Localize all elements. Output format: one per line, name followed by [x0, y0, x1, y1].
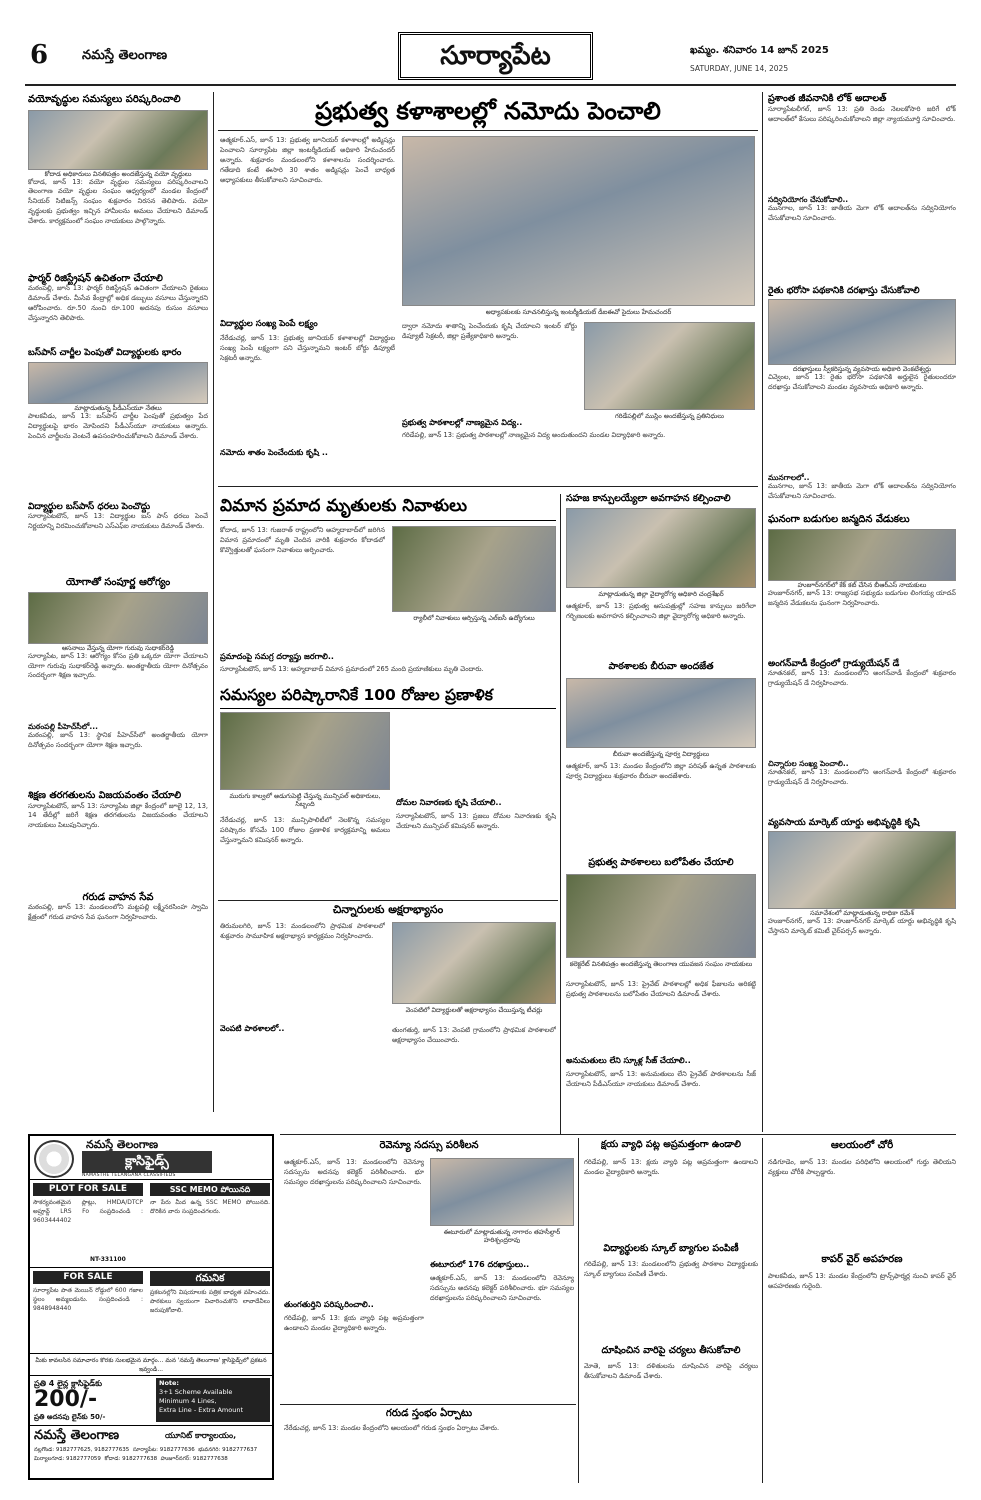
news-photo — [768, 831, 956, 909]
classifieds-block — [28, 1134, 274, 1480]
lead-photo — [402, 136, 755, 306]
plot-ad-code: NT-331100 — [90, 1256, 126, 1263]
contact-numbers — [34, 1446, 272, 1464]
photo-caption: మాట్లాడుతున్న పీడీఎస్‌యూ నేతలు — [74, 403, 162, 412]
headline: విద్యార్థులకు స్కూల్ బ్యాగుల పంపిణీ — [603, 1243, 739, 1254]
headline: క్షయ వ్యాధి పట్ల అప్రమత్తంగా ఉండాలి — [601, 1139, 741, 1150]
contact: కోదాడ: 9182777638 — [104, 1456, 158, 1462]
date-telugu: ఖమ్మం. శనివారం 14 జూన్ 2025 — [690, 45, 829, 56]
article-text: హుజూర్‌నగర్, జూన్ 13: హుజూర్‌నగర్ మార్కెట్ యార్డు అభివృద్ధికి కృషి చేస్తానని మార్కెట్ కమిటీ చైర్‌పర్సన్ అన్నారు. — [768, 917, 956, 936]
ssc-ad-text: నా పేరు మీద ఉన్న SSC MEMO పోయినది. దొరికిన వారు సంప్రదించగలరు. — [150, 1199, 270, 1215]
article-text: హుజూర్‌నగర్, జూన్ 13: రాజ్యసభ సభ్యుడు బడుగుల లింగయ్య యాదవ్ జన్మదిన వేడుకలను ఘనంగా నిర్వహించారు. — [768, 588, 956, 607]
contact: హుజూర్‌నగర్: 9182777638 — [160, 1456, 228, 1462]
classifieds-strip: మీకు కావలసిన సమాచారం కొరకు సులభమైన మార్గం... మన 'నమస్తే తెలంగాణ' క్లాసిఫైడ్స్‌లో ప్రకటన ఇవ్వండి... — [30, 1354, 272, 1376]
footer-paper-name: నమస్తే తెలంగాణ — [34, 1428, 120, 1443]
headline: ప్రభుత్వ పాఠశాలలు బలోపేతం చేయాలి — [588, 857, 734, 868]
article-text: పాలకవీడు, జూన్ 13: బస్‌పాస్ చార్జీల పెంపుతో ప్రభుత్వం పేద విద్యార్థులపై భారం మోపిందని పీడీఎస్‌యూ నాయకులు అన్నారు. పెంచిన చార్జీలను వెంటనే ఉపసంహరించుకోవాలని డిమాండ్ చేశారు. — [28, 411, 208, 440]
photo-caption: వెంపటిలో విద్యార్థులతో అక్షరాభ్యాసం చేయిస్తున్న టీచర్లు — [405, 1006, 543, 1014]
headline: గరుడ వాహన సేవ — [82, 891, 154, 903]
classifieds-logo — [34, 1140, 74, 1178]
sale-ad-text: సూర్యాపేట పాత మెయిన్ రోడ్డులో 600 గజాల స్థలం అమ్మబడును. సంప్రదించండి : 9848948440 — [33, 1287, 143, 1312]
headline: గరుడ స్తంభం ఏర్పాటు — [385, 1408, 473, 1419]
date-english: SATURDAY, JUNE 14, 2025 — [690, 64, 789, 73]
news-photo — [392, 526, 556, 612]
article-text: గరిడేపల్లి, జూన్ 13: ప్రభుత్వ పాఠశాలల్లో నాణ్యమైన విద్య అందుతుందని మండల విద్యాధికారి అన్నారు. — [402, 431, 666, 439]
news-photo — [430, 1158, 574, 1226]
headline: సహజ కాన్పులయ్యేలా అవగాహన కల్పించాలి — [566, 493, 731, 504]
article-text: సూర్యాపేటటౌన్, జూన్ 13: అహ్మదాబాద్ విమాన ప్రమాదంలో 265 మంది ప్రయాణికులు మృతి చెందారు. — [220, 665, 484, 673]
notice-text: ప్రకటనల్లోని విషయాలకు పత్రిక బాధ్యత వహించదు. పాఠకులు స్వయంగా విచారించుకొని లావాదేవీలు జరుపుకోవాలి. — [150, 1289, 270, 1314]
subheading: దోమల నివారణకు కృషి చేయాలి.. — [396, 798, 502, 807]
headline: ప్రశాంత జీవనానికి లోక్ అదాలత్ — [768, 93, 887, 104]
article-text: మునగాల, జూన్ 13: జాతీయ మెగా లోక్ అదాలత్‌ను సద్వినియోగం చేసుకోవాలని సూచించారు. — [768, 482, 956, 501]
article-text: ఆత్మకూర్, జూన్ 13: మండల కేంద్రంలోని జిల్లా పరిషత్ ఉన్నత పాఠశాలకు పూర్వ విద్యార్థులు శుక్రవారం బీరువా అందజేశారు. — [566, 762, 756, 780]
article-text: సూర్యాపేట, జూన్ 13: ఆరోగ్యం కోసం ప్రతి ఒక్కరూ యోగా చేయాలని యోగా గురువు సుధాకర్‌రెడ్డి అన్నారు. అంతర్జాతీయ యోగా దినోత్సవం సందర్భంగా శిక్షణ ఇచ్చారు. — [28, 651, 208, 680]
subheading: ఈటూరులో 176 దరఖాస్తులు.. — [430, 1260, 530, 1269]
photo-caption: గరిడేపల్లిలో ముస్లిం అందజేస్తున్న ప్రతినిధులు — [615, 412, 724, 420]
headline: రైతు భరోసా పథకానికి దరఖాస్తు చేసుకోవాలి — [768, 285, 920, 296]
article-text: నడిగూడెం, జూన్ 13: మండల పరిధిలోని ఆలయంలో గుర్తు తెలియని వ్యక్తులు చోరీకి పాల్పడ్డారు. — [768, 1158, 956, 1176]
headline: వయోవృద్ధుల సమస్యలు పరిష్కరించాలి — [28, 94, 181, 105]
photo-caption: ఆసనాలు వేస్తున్న యోగా గురువు సుధాకర్‌రెడ్డి — [61, 643, 175, 652]
news-photo — [768, 299, 956, 365]
article-text: సూర్యాపేటటౌన్, జూన్ 13: విద్యార్థుల బస్ పాస్ ధరలు పెంచే నిర్ణయాన్ని విరమించుకోవాలని ఎస్ఎఫ్ఐ నాయకులు డిమాండ్ చేశారు. — [28, 512, 208, 531]
headline: ఫార్మర్ రిజిస్ట్రేషన్ ఉచితంగా చేయాలి — [28, 272, 163, 284]
article-text: సూర్యాపేటటౌన్, జూన్ 13: అనుమతులు లేని ప్రైవేట్ పాఠశాలలను సీజ్ చేయాలని పీడీఎస్‌యూ నాయకులు డిమాండ్ చేశారు. — [566, 1070, 756, 1088]
subheading: అనుమతులు లేని స్కూళ్ల సీజ్ చేయాలి.. — [566, 1056, 691, 1065]
price-extra: ప్రతి అదనపు లైన్‌కు 50/- — [34, 1413, 106, 1421]
news-photo — [28, 592, 208, 644]
contact: భువనగిరి: 9182777637 — [198, 1447, 258, 1453]
article-text: ఆత్మకూర్.ఎస్, జూన్ 13: మండలంలోని రెవెన్యూ సదస్సును అదనపు కలెక్టర్ పరిశీలించారు. భూ సమస్యల దరఖాస్తులను పరిష్కరించాలని సూచించారు. — [430, 1274, 574, 1302]
headline: విద్యార్థుల బస్‌పాస్ ధరలు పెంచొద్దు — [28, 501, 151, 512]
article-text: తిరుమలగిరి, జూన్ 13: మండలంలోని ప్రాథమిక పాఠశాలలో శుక్రవారం సామూహిక అక్షరాభ్యాస కార్యక్రమం నిర్వహించారు. — [220, 922, 385, 940]
photo-caption: కలెక్టరేట్ వినతిపత్రం అందజేస్తున్న తెలంగాణ యువజన సంఘం నాయకులు — [569, 960, 753, 968]
article-text: నేరేడుచర్ల, జూన్ 13: ప్రభుత్వ జూనియర్ కళాశాలల్లో విద్యార్థుల సంఖ్య పెంపే లక్ష్యంగా పని చేస్తున్నామని ఇంటర్ బోర్డు డిప్యూటీ సెక్రటరీ అన్నారు. — [220, 334, 395, 362]
article-text: సూర్యాపేటటౌన్, జూన్ 13: ప్రజలు దోమల నివారణకు కృషి చేయాలని మున్సిపల్ కమిషనర్ అన్నారు. — [396, 812, 556, 830]
article-text: ఆత్మకూర్.ఎస్, జూన్ 13: మండలంలోని రెవెన్యూ సదస్సును అదనపు కలెక్టర్ పరిశీలించారు. భూ సమస్యల దరఖాస్తులను పరిష్కరించాలని సూచించారు. — [284, 1158, 424, 1186]
headline: పాఠశాలకు బీరువా అందజేత — [608, 661, 714, 672]
news-photo — [392, 922, 556, 1004]
photo-caption: మాట్లాడుతున్న జిల్లా వైద్యారోగ్య అధికారి చంద్రశేఖర్ — [598, 590, 724, 598]
right-column — [768, 94, 956, 1005]
article-text: ఆత్మకూర్.ఎస్, జూన్ 13: ప్రభుత్వ జూనియర్ కళాశాలల్లో అడ్మిషన్లు పెంచాలని సూర్యాపేట జిల్లా ఇంటర్మీడియట్ అధికారి హేమచందర్ అన్నారు. శుక్రవారం మండలంలోని కళాశాలను సందర్శించారు. గతేడాది కంటే ఈసారి 30 శాతం అడ్మిషన్లు పెంచే బాధ్యత అధ్యాపకులు తీసుకోవాలని సూచించారు. — [220, 136, 395, 184]
note-title: Note: — [159, 1379, 180, 1387]
note-line: Extra Line - Extra Amount — [159, 1406, 244, 1414]
headline: యోగాతో సంపూర్ణ ఆరోగ్యం — [65, 577, 171, 589]
headline: ఘనంగా బడుగుల జన్మదిన వేడుకలు — [768, 514, 910, 526]
paper-name: నమస్తే తెలంగాణ — [82, 48, 168, 63]
plot-ad-text: సౌకర్యవంతమైన ప్లాట్లు, HMDA/DTCP అప్రూవ్డ్ LRS Fo సంప్రదించండి : 9603444402 — [33, 1199, 143, 1224]
article-text: నూతనకల్, జూన్ 13: మండలంలోని అంగన్‌వాడీ కేంద్రంలో శుక్రవారం గ్రాడ్యుయేషన్ డే నిర్వహించారు. — [768, 768, 956, 787]
article-text: తుంగతుర్తి, జూన్ 13: వెంపటి గ్రామంలోని ప్రాథమిక పాఠశాలలో అక్షరాభ్యాసం చేయించారు. — [392, 1026, 556, 1044]
article-text: కోదాడ, జూన్ 13: గుజరాత్ రాష్ట్రంలోని అహ్మదాబాద్‌లో జరిగిన విమాన ప్రమాదంలో మృతి చెందిన వారికి శుక్రవారం కోదాడలో కొవ్వొత్తులతో ఘనంగా నివాళులు అర్పించారు. — [220, 526, 385, 554]
photo-caption: మురుగు కాల్వలో అడుగుపెట్టి చేస్తున్న మున్సిపల్ అధికారులు, సిబ్బంది — [229, 792, 381, 808]
plot-ad-title: PLOT FOR SALE — [33, 1183, 143, 1196]
classifieds-paper: నమస్తే తెలంగాణ — [86, 1138, 159, 1151]
headline: అంగన్‌వాడీ కేంద్రంలో గ్రాడ్యుయేషన్ డే — [768, 658, 900, 669]
article-text: మఠంపల్లి, జూన్ 13: స్థానిక పీహెచ్‌సీలో అంతర్జాతీయ యోగా దినోత్సవం సందర్భంగా యోగా శిక్షణ ఇచ్చారు. — [28, 730, 208, 749]
subheading: తుంగతుర్తిని పరిష్కరించాలి.. — [284, 1300, 374, 1309]
notice-title: గమనిక — [150, 1271, 270, 1286]
headline: ఆలయంలో చోరీ — [830, 1140, 894, 1151]
lead-headline: ప్రభుత్వ కళాశాలల్లో నమోదు పెంచాలి — [315, 97, 661, 125]
classifieds-banner-sub: NAMASTHE TELANGANA CLASSIFIEDS — [82, 1173, 176, 1178]
headline: కాపర్ వైర్ అపహరణ — [821, 1254, 903, 1265]
subheading: విద్యార్థుల సంఖ్య పెంపే లక్ష్యం — [220, 319, 318, 329]
subheading: నమోదు శాతం పెంచేందుకు కృషి .. — [220, 448, 328, 457]
news-photo — [566, 874, 756, 958]
article-text: గరిడేపల్లి, జూన్ 13: క్షయ వ్యాధి పట్ల అప్రమత్తంగా ఉండాలని మండల వైద్యాధికారి అన్నారు. — [284, 1314, 424, 1332]
section-title: సూర్యాపేట — [398, 32, 593, 80]
contact: మిర్యాలగూడ: 9182777059 — [34, 1456, 101, 1462]
contact: నల్లగొండ: 9182777625, 9182777635 — [34, 1447, 130, 1453]
sale-ad-title: FOR SALE — [33, 1271, 143, 1284]
article-text: నేరేడుచర్ల, జూన్ 13: మున్సిపాలిటీలో నెలకొన్న సమస్యల పరిష్కారం కోసమే 100 రోజుల ప్రణాళిక కార్యక్రమాన్ని అమలు చేస్తున్నామని కమిషనర్ అన్నారు. — [220, 816, 390, 844]
masthead-rule — [25, 84, 956, 86]
photo-caption: దరఖాస్తులు స్వీకరిస్తున్న వ్యవసాయ అధికారి వెంకటేశ్వర్లు — [792, 365, 932, 374]
contact: సూర్యాపేట: 9182777636 — [132, 1447, 195, 1453]
photo-caption: ఈటూరులో మాట్లాడుతున్న నాగారం తహసీల్దార్ హరిశ్చంద్రరావు — [443, 1228, 561, 1244]
section-headline: విమాన ప్రమాద మృతులకు నివాళులు — [220, 494, 556, 521]
article-text: పాలకవీడు, జూన్ 13: మండల కేంద్రంలోని ట్రాన్స్‌ఫార్మర్ల నుంచి కాపర్ వైర్ అపహరణకు గురైంది. — [768, 1272, 956, 1290]
article-text: నూతనకల్, జూన్ 13: మండలంలోని అంగన్‌వాడీ కేంద్రంలో శుక్రవారం గ్రాడ్యుయేషన్ డే నిర్వహించారు. — [768, 669, 956, 688]
ssc-ad-title: SSC MEMO పోయినది — [150, 1183, 270, 1196]
headline: శిక్షణ తరగతులను విజయవంతం చేయాలి — [28, 789, 182, 801]
note-line: 3+1 Scheme Available — [159, 1388, 233, 1396]
headline: దూషించిన వారిపై చర్యలు తీసుకోవాలి — [601, 1345, 741, 1356]
headline: చిన్నారులకు అక్షరాభ్యాసం — [332, 903, 444, 916]
news-photo — [584, 322, 755, 410]
section-headline: సమస్యల పరిష్కారానికే 100 రోజుల ప్రణాళిక — [220, 684, 556, 709]
article-text: సూర్యాపేటలీగల్, జూన్ 13: ప్రతి రెండు నెలలకోసారి జరిగే లోక్ అదాలత్‌లో కేసులు పరిష్కరించుకోవాలని జిల్లా న్యాయమూర్తి సూచించారు. — [768, 104, 956, 123]
subheading: సద్వినియోగం చేసుకోవాలి.. — [768, 194, 849, 204]
article-text: సూర్యాపేటటౌన్, జూన్ 13: ప్రైవేట్ పాఠశాలల్లో అధిక ఫీజులను అరికట్టి ప్రభుత్వ పాఠశాలలను బలోపేతం చేయాలని డిమాండ్ చేశారు. — [566, 980, 756, 998]
subheading: మఠంపల్లి పీహెచ్‌సీలో... — [28, 721, 98, 731]
photo-caption: హుజూర్‌నగర్‌లో కేక్ కట్ చేసిన బీఆర్‌ఎస్ నాయకులు — [797, 580, 927, 589]
photo-caption: కోదాడ అధికారులు వినతిపత్రం అందజేస్తున్న వయో వృద్ధులు — [44, 169, 192, 178]
article-text: మోతె, జూన్ 13: దళితులను దూషించిన వారిపై చర్యలు తీసుకోవాలని డిమాండ్ చేశారు. — [584, 1362, 758, 1380]
article-text: ఆత్మకూర్, జూన్ 13: ప్రభుత్వ ఆసుపత్రుల్లో సహజ కాన్పులు జరిగేలా గర్భిణులకు అవగాహన కల్పించాలని జిల్లా వైద్యారోగ్య అధికారి అన్నారు. — [566, 602, 756, 620]
news-photo — [768, 529, 956, 581]
left-column — [28, 94, 208, 969]
footer-unit: యూనిట్ కార్యాలయం, — [165, 1431, 237, 1440]
classifieds-banner: క్లాసిఫైడ్స్ — [82, 1151, 212, 1173]
subheading: ప్రభుత్వ పాఠశాలల్లో నాణ్యమైన విద్య.. — [402, 418, 523, 427]
photo-caption: ర్యాలీలో నివాళులు అర్పిస్తున్న ఎల్ఐసీ ఉద్యోగులు — [413, 614, 535, 622]
subheading: ప్రమాదంపై సమగ్ర దర్యాప్తు జరగాలి.. — [220, 652, 334, 661]
news-photo — [566, 508, 756, 588]
news-photo — [220, 712, 390, 790]
article-text: ద్వారా నమోదు శాతాన్ని పెంచేందుకు కృషి చేయాలని ఇంటర్ బోర్డు డిప్యూటీ సెక్రటరీ, జిల్లా ప్రత్యేకాధికారి అన్నారు. — [402, 322, 577, 340]
article-text: మఠంపల్లి, జూన్ 13: ఫార్మర్ రిజిస్ట్రేషన్ ఉచితంగా చేయాలని రైతులు డిమాండ్ చేశారు. మీసేవ కేంద్రాల్లో అధిక డబ్బులు వసూలు చేస్తున్నారని ఆరోపించారు. రూ.50 నుంచి రూ.100 అదనపు రుసుం వసూలు చేస్తున్నారని తెలిపారు. — [28, 284, 208, 323]
headline: బస్‌పాస్ చార్జీల పెంపుతో విద్యార్థులకు భారం — [28, 348, 182, 359]
article-text: మునగాల, జూన్ 13: జాతీయ మెగా లోక్ అదాలత్‌ను సద్వినియోగం చేసుకోవాలని సూచించారు. — [768, 203, 956, 222]
news-photo — [28, 110, 208, 170]
price-value: 200/- — [34, 1387, 98, 1412]
photo-caption: సమావేశంలో మాట్లాడుతున్న రాధికా రమేశ్ — [810, 909, 914, 918]
article-text: గరిడేపల్లి, జూన్ 13: క్షయ వ్యాధి పట్ల అప్రమత్తంగా ఉండాలని మండల వైద్యాధికారి అన్నారు. — [584, 1158, 758, 1176]
price-line: ప్రతి 4 లైన్ల క్లాసిఫైడ్‌కు — [34, 1379, 103, 1388]
page-number: 6 — [30, 40, 49, 70]
headline: రెవెన్యూ సదస్సు పరిశీలన — [379, 1140, 479, 1151]
photo-caption: బీరువా అందజేస్తున్న పూర్వ విద్యార్థులు — [612, 750, 710, 758]
subheading: చిన్నారుల సంఖ్య పెంచాలి.. — [768, 759, 849, 769]
news-photo — [28, 362, 208, 404]
note-line: Minimum 4 Lines, — [159, 1397, 217, 1405]
article-text: కోదాడ, జూన్ 13: వయో వృద్ధుల సమస్యలు పరిష్కరించాలని తెలంగాణ వయో వృద్ధుల సంఘం ఆధ్వర్యంలో మండల కేంద్రంలో సీనియర్ సిటిజన్స్ సంఘం శుక్రవారం నిరసన తెలిపారు. వయో వృద్ధులకు ప్రభుత్వం ఇచ్చిన హామీలను అమలు చేయాలని డిమాండ్ చేశారు. కార్యక్రమంలో సంఘం నాయకులు పాల్గొన్నారు. — [28, 177, 208, 226]
subheading: మునగాలలో.. — [768, 473, 810, 483]
news-photo — [566, 678, 756, 748]
article-text: మఠంపల్లి, జూన్ 13: మండలంలోని మట్టపల్లి లక్ష్మీనరసింహ స్వామి క్షేత్రంలో గరుడ వాహన సేవ ఘనంగా నిర్వహించారు. — [28, 903, 208, 921]
article-text: గరిడేపల్లి, జూన్ 13: మండలంలోని ప్రభుత్వ పాఠశాల విద్యార్థులకు స్కూల్ బ్యాగులు పంపిణీ చేశారు. — [584, 1260, 758, 1278]
article-text: నేరేడుచర్ల, జూన్ 13: మండల కేంద్రంలోని ఆలయంలో గరుడ స్తంభం ఏర్పాటు చేశారు. — [284, 1424, 500, 1432]
article-text: చివ్వెంల, జూన్ 13: రైతు భరోసా పథకానికి అర్హులైన రైతులందరూ దరఖాస్తు చేసుకోవాలని మండల వ్యవసాయ అధికారి అన్నారు. — [768, 373, 956, 392]
article-text: సూర్యాపేటటౌన్, జూన్ 13: సూర్యాపేట జిల్లా కేంద్రంలో జూలై 12, 13, 14 తేదీల్లో జరిగే శిక్షణ తరగతులను విజయవంతం చేయాలని నాయకులు పిలుపునిచ్చారు. — [28, 801, 208, 830]
subheading: వెంపటి పాఠశాలలో.. — [220, 1024, 285, 1033]
photo-caption: అధ్యాపకులకు సూచనలిస్తున్న ఇంటర్మీడియట్ డీఐఈవో సైదులు హేమచందర్ — [485, 308, 672, 316]
headline: వ్యవసాయ మార్కెట్ యార్డు అభివృద్ధికి కృషి — [768, 818, 920, 829]
note-box — [156, 1378, 270, 1422]
